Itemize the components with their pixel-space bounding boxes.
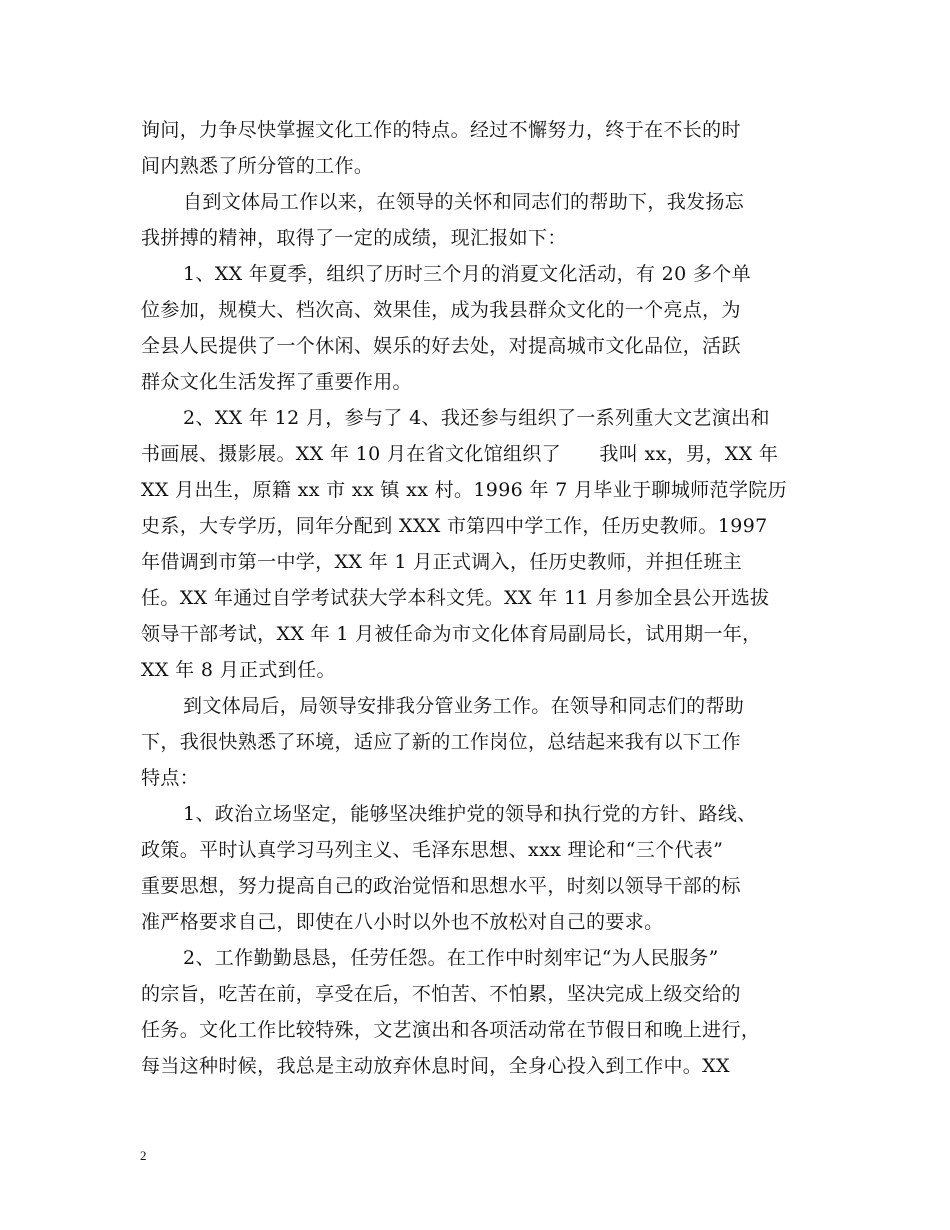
text-line: 下，我很快熟悉了环境，适应了新的工作岗位，总结起来我有以下工作 [141,731,741,753]
text-line: 书画展、摄影展。XX 年 10 月在省文化馆组织了 我叫 xx，男，XX 年 [141,443,779,465]
text-line: 询问，力争尽快掌握文化工作的特点。经过不懈努力，终于在不长的时 [141,119,741,141]
text-line: XX 月出生，原籍 xx 市 xx 镇 xx 村。1996 年 7 月毕业于聊城师范学院历 [141,479,787,501]
text-line: 准严格要求自己，即使在八小时以外也不放松对自己的要求。 [141,911,664,933]
text-line: 每当这种时候，我总是主动放弃休息时间，全身心投入到工作中。XX [141,1055,730,1077]
page-number: 2 [140,1148,147,1163]
text-line: 的宗旨，吃苦在前，享受在后，不怕苦、不怕累，坚决完成上级交给的 [141,983,741,1005]
text-line: 任。XX 年通过自学考试获大学本科文凭。XX 年 11 月参加全县公开选拔 [141,587,770,609]
text-line: 1、政治立场坚定，能够坚决维护党的领导和执行党的方针、路线、 [183,803,757,825]
text-line: 1、XX 年夏季，组织了历时三个月的消夏文化活动，有 20 多个单 [183,263,751,285]
text-line: 2、XX 年 12 月，参与了 4、我还参与组织了一系列重大文艺演出和 [183,407,770,429]
text-line: 自到文体局工作以来，在领导的关怀和同志们的帮助下，我发扬忘 [183,191,745,213]
text-line: 群众文化生活发挥了重要作用。 [141,371,412,393]
text-line: 重要思想，努力提高自己的政治觉悟和思想水平，时刻以领导干部的标 [141,875,741,897]
text-line: XX 年 8 月正式到任。 [141,659,336,681]
text-line: 领导干部考试，XX 年 1 月被任命为市文化体育局副局长，试用期一年， [141,623,762,645]
text-line: 政策。平时认真学习马列主义、毛泽东思想、xxx 理论和“三个代表” [141,839,724,861]
text-line: 特点： [141,767,200,789]
text-line: 我拼搏的精神，取得了一定的成绩，现汇报如下： [141,227,567,249]
text-line: 间内熟悉了所分管的工作。 [141,155,374,177]
text-line: 全县人民提供了一个休闲、娱乐的好去处，对提高城市文化品位，活跃 [141,335,741,357]
text-line: 年借调到市第一中学，XX 年 1 月正式调入，任历史教师，并担任班主 [141,551,743,573]
body-text [141,112,822,1084]
text-line: 到文体局后，局领导安排我分管业务工作。在领导和同志们的帮助 [183,695,745,717]
text-line: 位参加，规模大、档次高、效果佳，成为我县群众文化的一个亮点，为 [141,299,741,321]
text-line: 史系，大专学历，同年分配到 XXX 市第四中学工作，任历史教师。1997 [141,515,768,537]
text-line: 任务。文化工作比较特殊，文艺演出和各项活动常在节假日和晚上进行， [141,1019,761,1041]
text-line: 2、工作勤勤恳恳，任劳任怨。在工作中时刻牢记“为人民服务” [183,947,719,969]
